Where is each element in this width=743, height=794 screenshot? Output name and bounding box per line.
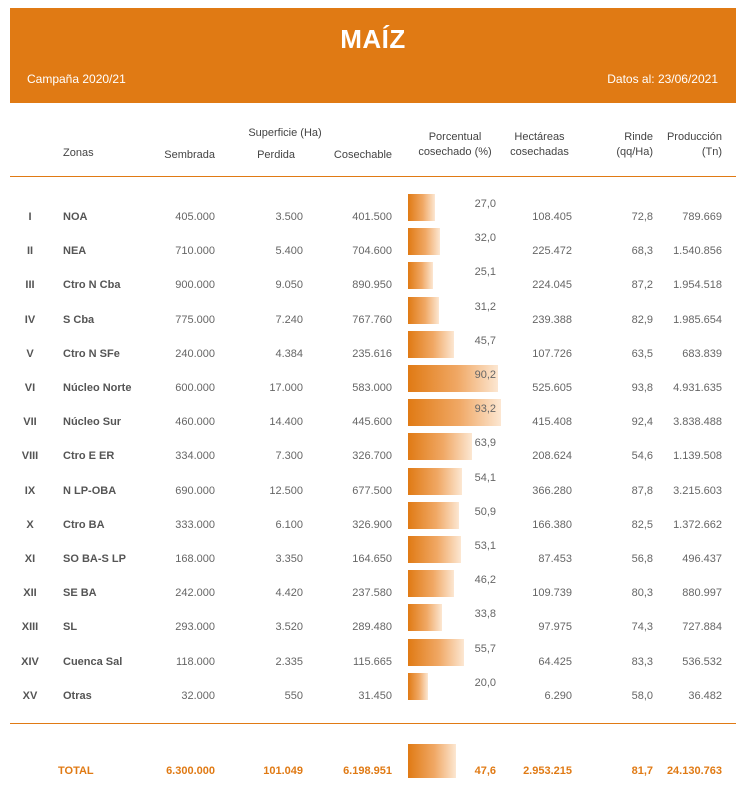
sown-value: 118.000 [176, 655, 215, 668]
sown-value: 710.000 [175, 245, 215, 258]
table-row [0, 506, 743, 540]
lost-value: 14.400 [269, 416, 303, 429]
header-harvested-line2: cosechadas [510, 146, 569, 158]
harvestable-value: 235.616 [352, 347, 392, 360]
pct-value: 90,2 [474, 369, 496, 381]
sown-value: 460.000 [175, 416, 215, 429]
header-harvestable: Cosechable [333, 149, 392, 161]
pct-value: 55,7 [474, 642, 496, 655]
production-value: 727.884 [682, 621, 722, 634]
zone-number: XIV [21, 655, 39, 668]
harvested-value: 6.290 [544, 689, 572, 702]
table-row [0, 198, 743, 232]
harvested-value: 166.380 [532, 518, 572, 531]
production-value: 1.985.654 [673, 313, 722, 326]
harvested-value: 224.045 [532, 279, 572, 292]
table-row [0, 643, 743, 677]
harvestable-value: 445.600 [352, 416, 392, 429]
production-value: 3.838.488 [673, 416, 722, 429]
pct-value: 27,0 [474, 198, 496, 210]
sown-value: 775.000 [175, 313, 215, 326]
harvested-value: 525.605 [532, 382, 572, 394]
campaign-label: Campaña 2020/21 [27, 72, 126, 86]
header-sown: Sembrada [164, 149, 215, 161]
yield-value: 83,3 [631, 655, 653, 668]
zone-number: XV [22, 689, 38, 702]
lost-value: 3.350 [275, 553, 303, 565]
harvestable-value: 115.665 [353, 655, 392, 668]
header-harvested-line1: Hectáreas [514, 131, 565, 143]
production-value: 1.540.856 [673, 245, 722, 258]
total-row [0, 745, 743, 779]
harvested-value: 64.425 [538, 655, 572, 668]
zone-name: Ctro N Cba [63, 279, 121, 292]
header-lost: Perdida [257, 149, 295, 161]
zone-number: VII [23, 416, 37, 429]
yield-value: 58,0 [631, 689, 653, 702]
header-production-line1: Producción [666, 131, 722, 143]
sown-value: 242.000 [175, 587, 215, 600]
yield-value: 82,9 [631, 313, 653, 326]
table-row [0, 369, 743, 403]
zone-number: V [26, 347, 34, 360]
production-value: 683.839 [682, 347, 722, 360]
lost-value: 4.384 [275, 347, 303, 360]
header-surface-group: Superficie (Ha) [248, 127, 322, 139]
total-label: TOTAL [58, 765, 94, 777]
zone-number: XI [24, 553, 36, 565]
zone-number: IX [24, 484, 36, 497]
table-row [0, 472, 743, 506]
total-sown: 6.300.000 [166, 765, 215, 777]
pct-value: 54,1 [474, 471, 496, 484]
pct-value: 46,2 [474, 574, 496, 587]
harvested-value: 225.472 [532, 245, 572, 258]
production-value: 1.954.518 [673, 279, 722, 292]
header-yield-line2: (qq/Ha) [616, 146, 653, 158]
total-yield: 81,7 [631, 765, 653, 777]
harvestable-value: 31.450 [358, 689, 392, 702]
sown-value: 168.000 [175, 553, 215, 565]
pct-bar [408, 604, 442, 631]
lost-value: 17.000 [269, 382, 303, 394]
production-value: 3.215.603 [673, 484, 722, 497]
zone-name: NEA [63, 245, 87, 258]
harvestable-value: 326.900 [352, 518, 392, 531]
harvestable-value: 677.500 [352, 484, 392, 497]
production-value: 1.139.508 [673, 450, 722, 463]
yield-value: 87,8 [631, 484, 653, 497]
lost-value: 2.335 [275, 655, 303, 668]
table-row [0, 403, 743, 437]
production-value: 496.437 [682, 553, 722, 565]
total-harvestable: 6.198.951 [343, 765, 392, 777]
pct-value: 20,0 [474, 676, 496, 689]
sown-value: 900.000 [175, 279, 215, 292]
harvestable-value: 289.480 [352, 621, 392, 634]
table-row [0, 266, 743, 300]
lost-value: 6.100 [275, 518, 303, 531]
zone-name: SE BA [63, 587, 97, 600]
pct-value: 63,9 [474, 437, 496, 450]
harvested-value: 415.408 [532, 416, 572, 429]
yield-value: 54,6 [631, 450, 653, 463]
header-pct-line1: Porcentual [428, 131, 482, 143]
sown-value: 333.000 [175, 518, 215, 531]
harvested-value: 109.739 [532, 587, 572, 600]
zone-number: XII [23, 587, 37, 600]
zone-name: SL [63, 621, 78, 634]
lost-value: 5.400 [275, 245, 303, 258]
harvestable-value: 401.500 [352, 211, 392, 223]
harvested-value: 97.975 [538, 621, 572, 634]
harvestable-value: 767.760 [352, 313, 392, 326]
sown-value: 405.000 [175, 211, 215, 223]
lost-value: 12.500 [269, 484, 303, 497]
lost-value: 7.300 [275, 450, 303, 463]
header-zones: Zonas [63, 147, 94, 159]
zone-number: X [26, 518, 34, 531]
harvestable-value: 704.600 [352, 245, 392, 258]
sown-value: 600.000 [175, 382, 215, 394]
pct-value: 93,2 [474, 403, 496, 416]
total-production: 24.130.763 [666, 765, 722, 777]
pct-value: 31,2 [474, 300, 496, 313]
harvested-value: 239.388 [532, 313, 572, 326]
table-row [0, 437, 743, 471]
zone-name: Núcleo Sur [63, 416, 122, 429]
harvestable-value: 164.650 [352, 553, 392, 565]
harvestable-value: 890.950 [352, 279, 392, 292]
total-pct: 47,6 [474, 765, 496, 777]
zone-number: XIII [21, 621, 39, 634]
pct-value: 53,1 [474, 540, 496, 552]
harvested-value: 107.726 [532, 347, 572, 360]
lost-value: 9.050 [275, 279, 303, 292]
yield-value: 56,8 [631, 553, 653, 565]
zone-name: NOA [63, 211, 88, 223]
zone-name: Núcleo Norte [63, 382, 132, 394]
harvestable-value: 237.580 [352, 587, 392, 600]
lost-value: 4.420 [275, 587, 303, 600]
header-divider [10, 176, 736, 177]
yield-value: 82,5 [631, 518, 653, 531]
pct-value: 45,7 [474, 334, 496, 347]
harvestable-value: 583.000 [352, 382, 392, 394]
sown-value: 32.000 [181, 689, 215, 702]
sown-value: 240.000 [175, 347, 215, 360]
zone-name: Otras [63, 689, 92, 702]
table-row [0, 677, 743, 711]
zone-number: II [26, 245, 34, 258]
zone-number: VIII [21, 450, 39, 463]
pct-bar [408, 194, 435, 221]
table-row [0, 574, 743, 608]
sown-value: 334.000 [175, 450, 215, 463]
total-lost: 101.049 [263, 765, 303, 777]
yield-value: 68,3 [631, 245, 653, 258]
yield-value: 63,5 [631, 347, 653, 360]
yield-value: 74,3 [631, 621, 653, 634]
table-row [0, 301, 743, 335]
yield-value: 80,3 [631, 587, 653, 600]
pct-value: 50,9 [474, 505, 496, 518]
zone-name: Ctro E ER [63, 450, 115, 463]
header-yield-line1: Rinde [624, 131, 653, 143]
production-value: 4.931.635 [673, 382, 722, 394]
harvested-value: 366.280 [532, 484, 572, 497]
table-row [0, 335, 743, 369]
zone-number: III [25, 279, 35, 292]
pct-value: 25,1 [474, 266, 496, 279]
zone-name: S Cba [63, 313, 95, 326]
harvestable-value: 326.700 [352, 450, 392, 463]
page-title: MAÍZ [340, 24, 406, 54]
production-value: 880.997 [682, 587, 722, 600]
harvested-value: 108.405 [532, 211, 572, 223]
lost-value: 3.500 [275, 211, 303, 223]
pct-bar [408, 297, 439, 324]
pct-bar [408, 673, 428, 700]
table-row [0, 540, 743, 574]
zone-name: SO BA-S LP [63, 553, 126, 565]
zone-number: I [28, 211, 32, 223]
harvested-value: 87.453 [538, 553, 572, 565]
production-value: 789.669 [682, 211, 722, 223]
zone-name: N LP-OBA [63, 484, 117, 497]
zone-number: IV [24, 313, 36, 326]
lost-value: 7.240 [275, 313, 303, 326]
table-row [0, 232, 743, 266]
lost-value: 3.520 [275, 621, 303, 634]
zone-name: Cuenca Sal [63, 655, 123, 668]
header-pct-line2: cosechado (%) [418, 146, 492, 158]
zone-name: Ctro BA [63, 518, 105, 531]
zone-name: Ctro N SFe [63, 347, 120, 360]
sown-value: 690.000 [175, 484, 215, 497]
production-value: 1.372.662 [673, 518, 722, 531]
pct-bar [408, 228, 440, 255]
sown-value: 293.000 [175, 621, 215, 634]
total-harvested: 2.953.215 [523, 765, 572, 777]
production-value: 536.532 [682, 655, 722, 668]
pct-bar [408, 262, 433, 289]
yield-value: 72,8 [631, 211, 653, 223]
pct-value: 33,8 [474, 608, 496, 621]
zone-number: VI [24, 382, 36, 394]
total-divider [10, 723, 736, 724]
yield-value: 93,8 [631, 382, 653, 394]
title-banner [10, 8, 736, 103]
yield-value: 92,4 [631, 416, 653, 429]
data-date: Datos al: 23/06/2021 [607, 72, 718, 86]
production-value: 36.482 [688, 689, 722, 702]
harvested-value: 208.624 [532, 450, 572, 463]
table-row [0, 608, 743, 642]
yield-value: 87,2 [631, 279, 653, 292]
pct-value: 32,0 [474, 232, 496, 245]
lost-value: 550 [284, 689, 303, 702]
header-production-line2: (Tn) [701, 146, 722, 158]
